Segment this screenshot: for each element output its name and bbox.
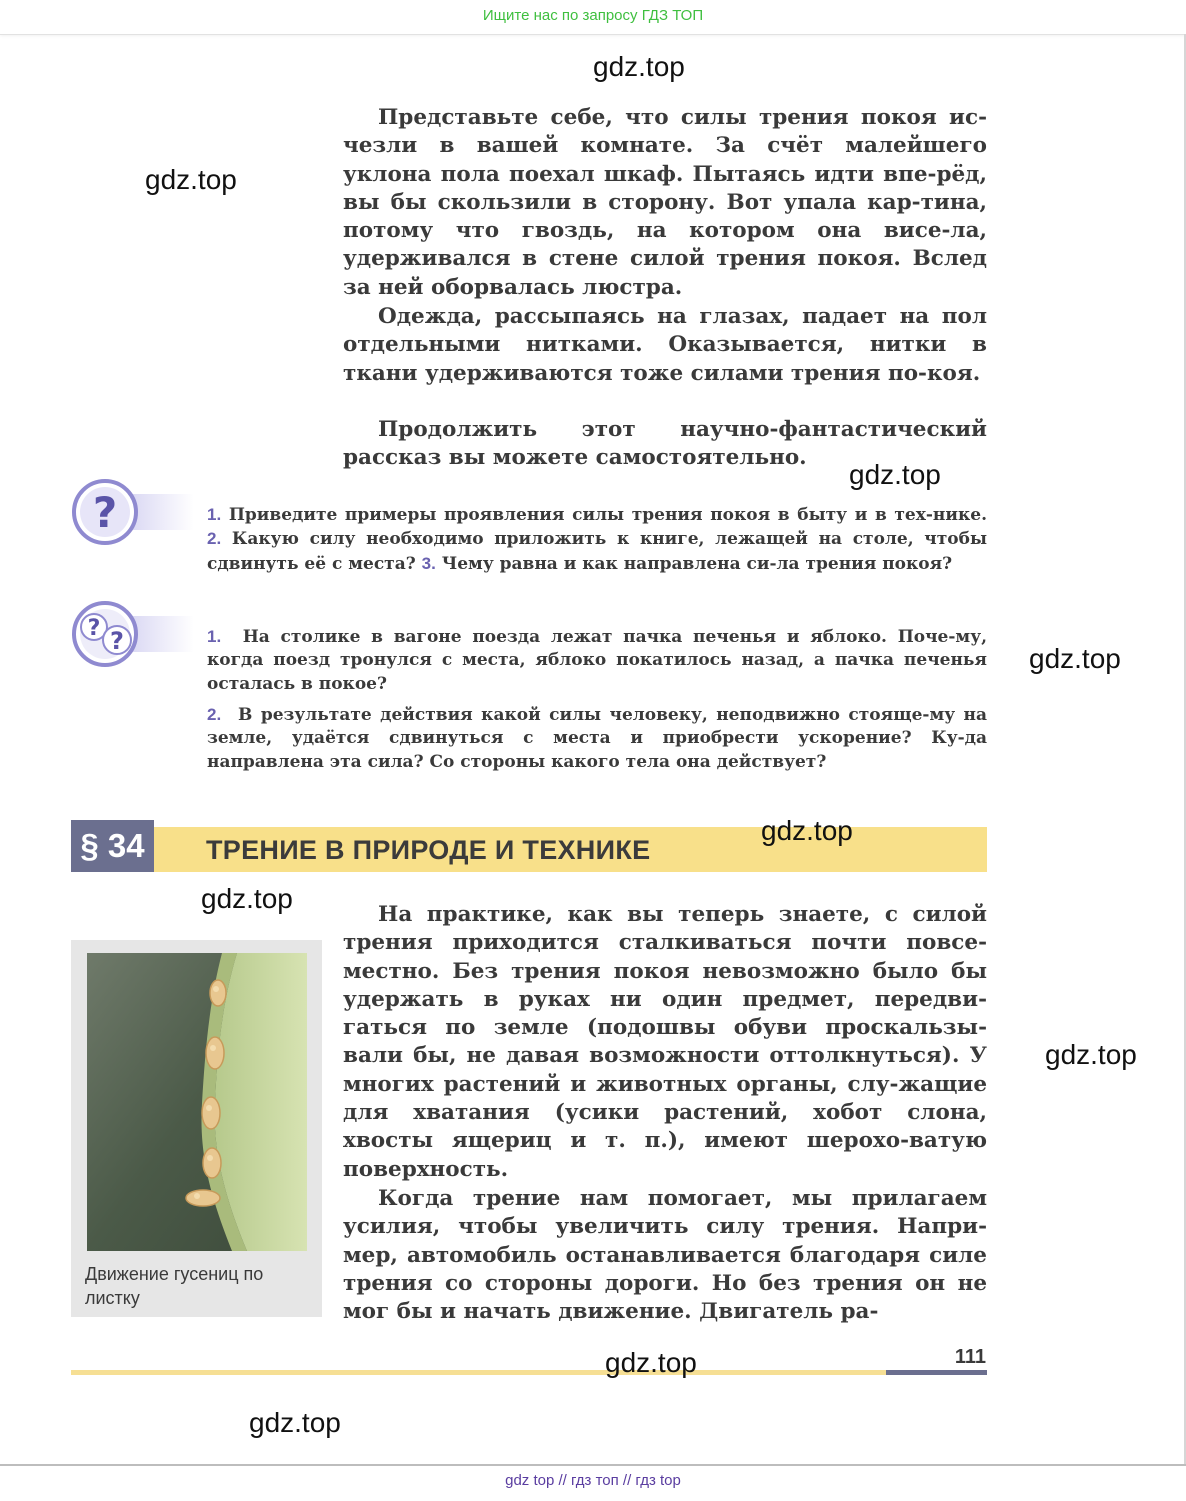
question-1-number: 1.: [207, 505, 222, 524]
svg-text:?: ?: [92, 488, 118, 537]
task-2-number: 2.: [207, 705, 222, 724]
question-3-text: Чему равна и как направлена си-ла трения покоя?: [441, 553, 953, 574]
question-1-text: Приведите примеры проявления силы трения покоя в быту и в тех-нике.: [228, 505, 987, 525]
watermark: gdz.top: [1029, 643, 1121, 674]
section-title: ТРЕНИЕ В ПРИРОДЕ И ТЕХНИКЕ: [206, 835, 651, 865]
watermark: gdz.top: [761, 815, 853, 846]
question-icon: [70, 478, 194, 546]
task-1: [207, 625, 987, 696]
page-number-underline: [886, 1370, 987, 1375]
paragraph-1-text: Представьте себе, что силы трения покоя ис-чезли в вашей комнате. За счёт малейшего уклона пола поехал шкаф. Пытаясь идти впе-рёд, вы бы скользили в сторону. Вот упала кар-тина, потому что гвоздь, на котором она висе-ла, удерживался в стене силой трения покоя. Вслед за ней оборвалась люстра.: [343, 105, 987, 300]
question-3-number: 3.: [421, 553, 436, 573]
paragraph-3-text: Продолжить этот научно-фантастический рассказ вы можете самостоятельно.: [343, 417, 987, 471]
top-banner: Ищите нас по запросу ГДЗ ТОП: [0, 0, 1186, 35]
page-number: 111: [954, 1346, 986, 1368]
page-bottom-line: [71, 1370, 886, 1375]
question-2-number: 2.: [207, 529, 222, 549]
watermark: gdz.top: [849, 459, 941, 490]
paragraph-5-text: Когда трение нам помогает, мы прилагаем усилия, чтобы увеличить силу трения. Напри-мер, автомобиль останавливается благодаря силе трения со стороны дороги. Но без трения он не мог бы и начать движение. Двигатель ра-: [343, 1186, 987, 1325]
figure-caption: Движение гусениц по листку: [85, 1264, 264, 1308]
section-number: § 34: [71, 820, 154, 872]
watermark: gdz.top: [605, 1347, 697, 1378]
question-2-text: Какую силу необходимо приложить к книге, лежащей на столе, чтобы сдвинуть её с места?: [207, 529, 987, 574]
svg-text:?: ?: [87, 616, 101, 641]
watermark: gdz.top: [593, 51, 685, 82]
paragraph-2: [343, 303, 987, 388]
task-2: [207, 703, 987, 774]
footer-links: gdz top // гдз топ // гдз top: [505, 1472, 681, 1489]
figure: [71, 940, 322, 1317]
watermark: gdz.top: [1045, 1039, 1137, 1070]
paragraph-4: [343, 901, 987, 1184]
task-1-number: 1.: [207, 627, 222, 646]
task-1-text: На столике в вагоне поезда лежат пачка печенья и яблоко. Поче-му, когда поезд тронулся с места, яблоко покатилось назад, а пачка печенья осталась в покое?: [207, 627, 987, 694]
caterpillars-photo: [87, 953, 307, 1251]
paragraph-5: [343, 1185, 987, 1326]
svg-text:?: ?: [110, 627, 124, 655]
watermark: gdz.top: [145, 164, 237, 195]
questions-text: [207, 503, 987, 576]
task-2-text: В результате действия какой силы человеку, неподвижно стояще-му на земле, удаётся сдвинуться с места и приобрести ускорение? Ку-да направлена эта сила? Со стороны какого тела она действует?: [207, 705, 987, 772]
paragraph-2-text: Одежда, рассыпаясь на глазах, падает на пол отдельными нитками. Оказывается, нитки в ткани удерживаются тоже силами трения по-коя.: [343, 304, 987, 386]
paragraph-1: [343, 104, 987, 302]
watermark: gdz.top: [201, 883, 293, 914]
paragraph-4-text: На практике, как вы теперь знаете, с силой трения приходится сталкиваться почти повсе-местно. Без трения покоя невозможно было бы удержать в руках ни один предмет, передви-гаться по земле (подошвы обуви проскальзы-вали бы, не давая возможности оттолкнуться). У многих растений и животных органы, слу-жащие для хватания (усики растений, хобот слона, хвосты ящериц и т. п.), имеют шерохо-ватую поверхность.: [343, 902, 987, 1182]
footer-divider: [0, 1464, 1186, 1466]
double-question-icon: [70, 600, 194, 668]
watermark: gdz.top: [249, 1407, 341, 1438]
